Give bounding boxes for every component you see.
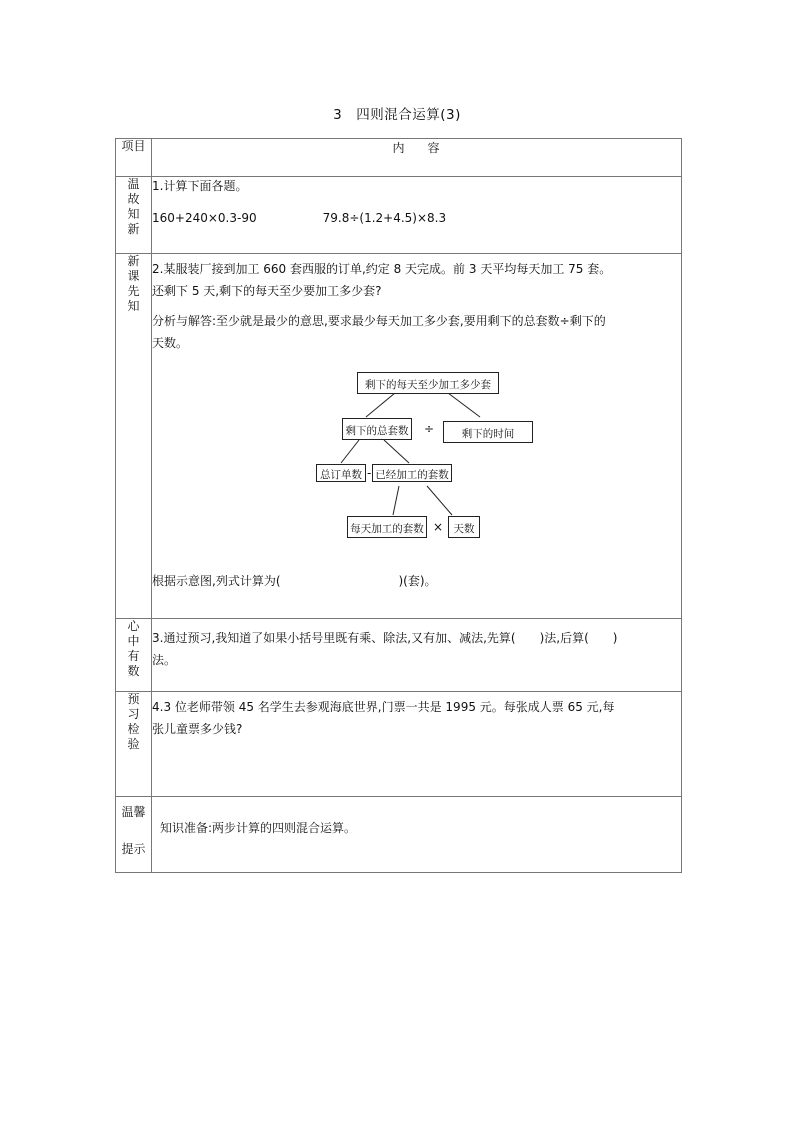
header-row	[116, 139, 682, 177]
check-row	[116, 692, 682, 797]
new-lesson-label-char: 知	[127, 299, 140, 313]
tip-label	[116, 797, 152, 873]
mind-label-char: 有	[127, 649, 140, 663]
diagram-op-minus: -	[367, 466, 372, 480]
tip-text: 知识准备:两步计算的四则混合运算。	[160, 821, 357, 835]
question-3-line-2: 法。	[152, 653, 177, 667]
check-label-char: 习	[127, 707, 140, 721]
page-title: 3 四则混合运算(3)	[333, 107, 461, 123]
diagram-box-top: 剩下的每天至少加工多少套	[357, 372, 499, 394]
review-label-char: 故	[127, 192, 140, 206]
question-1-expressions	[152, 209, 681, 227]
tip-content	[152, 797, 682, 873]
connector-line	[393, 486, 399, 515]
tip-label-top: 温馨	[121, 805, 146, 819]
connector-line	[384, 440, 409, 463]
expression-2: 79.8÷(1.2+4.5)×8.3	[322, 211, 447, 225]
mind-label-char: 中	[127, 634, 140, 648]
new-lesson-content	[152, 254, 682, 619]
diagram-box-bottom-left: 每天加工的套数	[347, 516, 427, 538]
question-4-line-1: 4.3 位老师带领 45 名学生去参观海底世界,门票一共是 1995 元。每张成人票 65 元,每	[152, 700, 615, 714]
header-content-a: 内	[392, 141, 406, 155]
check-content	[152, 692, 682, 797]
new-lesson-label-char: 新	[127, 254, 140, 268]
mind-label-char: 心	[127, 619, 140, 633]
diagram-box-bottom-right: 天数	[448, 516, 480, 538]
expression-1: 160+240×0.3-90	[152, 211, 257, 225]
review-label-char: 新	[127, 222, 140, 236]
review-label-char: 温	[127, 177, 140, 191]
formula-line	[152, 572, 681, 590]
formula-prefix: 根据示意图,列式计算为(	[152, 574, 281, 588]
new-lesson-label	[116, 254, 152, 619]
diagram-box-low-left: 总订单数	[316, 464, 366, 482]
connector-line	[427, 486, 452, 515]
header-content-b: 容	[427, 141, 441, 155]
review-label	[116, 177, 152, 254]
tip-row	[116, 797, 682, 873]
diagram-box-mid-right: 剩下的时间	[443, 421, 533, 443]
question-2-line-1: 2.某服装厂接到加工 660 套西服的订单,约定 8 天完成。前 3 天平均每天加工 75 套。	[152, 262, 612, 276]
mind-content	[152, 619, 682, 692]
check-label-char: 验	[127, 737, 140, 751]
check-label-char: 预	[127, 692, 140, 706]
question-2-line-2: 还剩下 5 天,剩下的每天至少要加工多少套?	[152, 284, 382, 298]
mind-row	[116, 619, 682, 692]
formula-suffix: )(套)。	[398, 574, 437, 588]
review-row	[116, 177, 682, 254]
check-label	[116, 692, 152, 797]
header-item-label: 项目	[116, 139, 152, 177]
mind-label-char: 数	[127, 664, 140, 678]
connector-line	[366, 393, 395, 417]
worksheet-table	[115, 138, 682, 873]
new-lesson-label-char: 先	[127, 284, 140, 298]
check-label-char: 检	[127, 722, 140, 736]
diagram-op-multiply: ×	[433, 520, 444, 534]
new-lesson-row	[116, 254, 682, 619]
question-3-line-1: 3.通过预习,我知道了如果小括号里既有乘、除法,又有加、减法,先算( )法,后算( )	[152, 631, 618, 645]
review-content	[152, 177, 682, 254]
question-4-line-2: 张儿童票多少钱?	[152, 722, 243, 736]
tree-diagram	[152, 370, 672, 560]
diagram-box-mid-left: 剩下的总套数	[342, 418, 412, 440]
diagram-box-low-right: 已经加工的套数	[372, 464, 452, 482]
analysis-line-2: 天数。	[152, 336, 189, 350]
tip-label-bottom: 提示	[121, 842, 146, 856]
new-lesson-label-char: 课	[127, 269, 140, 283]
question-1: 1.计算下面各题。	[152, 179, 248, 193]
connector-line	[341, 440, 359, 463]
diagram-op-divide: ÷	[424, 422, 435, 436]
analysis-line-1: 分析与解答:至少就是最少的意思,要求最少每天加工多少套,要用剩下的总套数÷剩下的	[152, 314, 606, 328]
mind-label	[116, 619, 152, 692]
connector-line	[448, 393, 480, 417]
header-content-label	[152, 139, 682, 177]
review-label-char: 知	[127, 207, 140, 221]
